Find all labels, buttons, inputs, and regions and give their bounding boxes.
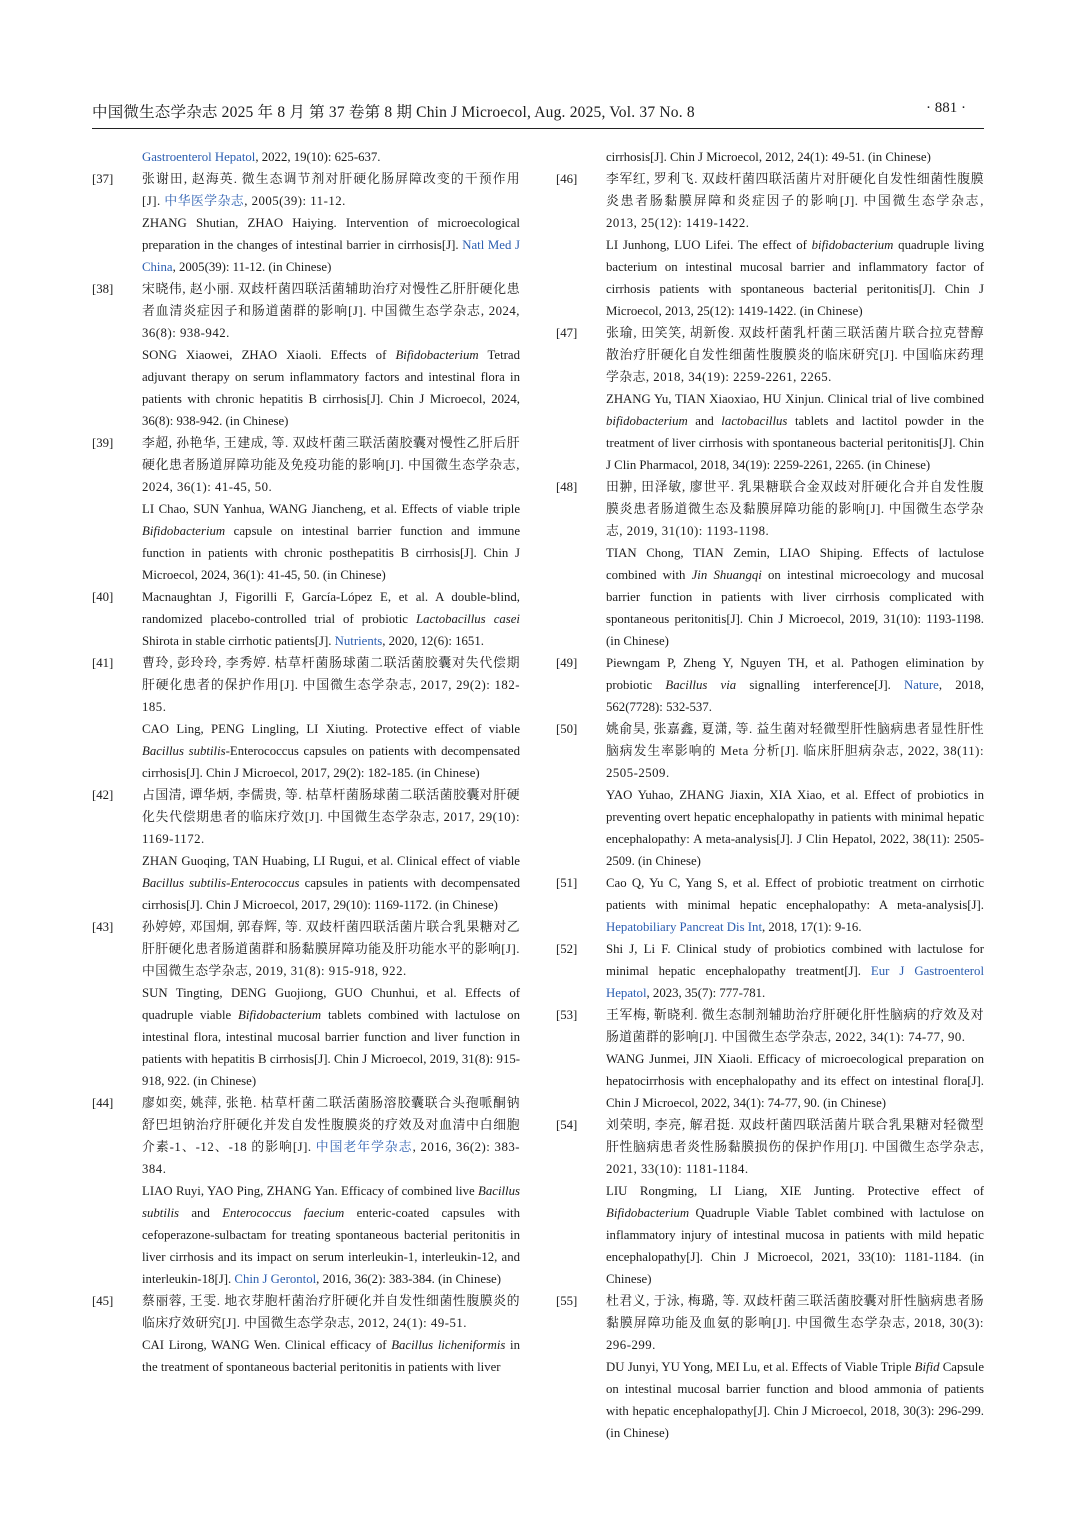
- reference-number: [55]: [556, 1294, 578, 1308]
- reference-44: [44] 廖如奕, 姚萍, 张艳. 枯草杆菌二联活菌肠溶胶囊联合头孢哌酮钠舒巴坦钠治疗肝硬化并发自发性腹膜炎的疗效及对血清中白细胞介素-1、-12、-18 的影响[J]. 中国老年学杂志, 2016, 36(2): 383-384. LIAO Ruyi, YAO Ping, ZHANG Yan. Efficacy of combined live Bacillus subtilis and Enterococcus faecium enteric-coated capsules with cefoperazone-sulbactam for treating spontaneous bacterial peritonitis in liver cirrhosis and its impact on serum interleukin-1, interleukin-12, and interleukin-18[J]. Chin J Gerontol, 2016, 36(2): 383-384. (in Chinese): [92, 1092, 520, 1290]
- reference-55: [55] 杜君义, 于泳, 梅璐, 等. 双歧杆菌三联活菌胶囊对肝性脑病患者肠黏膜屏障功能及血氨的影响[J]. 中国微生态学杂志, 2018, 30(3): 296-299. DU Junyi, YU Yong, MEI Lu, et al. Effects of Viable Triple Bifid Capsule on intestinal mucosal barrier function and blood ammonia of patients with hepatic encephalopathy[J]. Chin J Microecol, 2018, 30(3): 296-299. (in Chinese): [556, 1290, 984, 1444]
- reference-number: [52]: [556, 942, 578, 956]
- reference-37: [37] 张谢田, 赵海英. 微生态调节剂对肝硬化肠屏障改变的干预作用[J]. 中华医学杂志, 2005(39): 11-12. ZHANG Shutian, ZHAO Haiying. Intervention of microecological preparation in the changes of intestinal barrier in cirrhosis[J]. Natl Med J China, 2005(39): 11-12. (in Chinese): [92, 168, 520, 278]
- reference-number: [45]: [92, 1294, 114, 1308]
- journal-link[interactable]: Gastroenterol Hepatol: [142, 150, 256, 164]
- reference-49: [49] Piewngam P, Zheng Y, Nguyen TH, et al. Pathogen elimination by probiotic Bacillus via signalling interference[J]. Nature, 2018, 562(7728): 532-537.: [556, 652, 984, 718]
- reference-number: [46]: [556, 172, 578, 186]
- reference-42: [42] 占国清, 谭华炳, 李儒贵, 等. 枯草杆菌肠球菌二联活菌胶囊对肝硬化失代偿期患者的临床疗效[J]. 中国微生态学杂志, 2017, 29(10): 1169-1172. ZHAN Guoqing, TAN Huabing, LI Rugui, et al. Clinical effect of viable Bacillus subtilis-Enterococcus capsules in patients with decompensated cirrhosis[J]. Chin J Microecol, 2017, 29(10): 1169-1172. (in Chinese): [92, 784, 520, 916]
- journal-issue-line: 中国微生态学杂志 2025 年 8 月 第 37 卷第 8 期 Chin J Microecol, Aug. 2025, Vol. 37 No. 8: [92, 104, 695, 121]
- reference-number: [41]: [92, 656, 114, 670]
- reference-41: [41] 曹玲, 彭玲玲, 李秀婷. 枯草杆菌肠球菌二联活菌胶囊对失代偿期肝硬化患者的保护作用[J]. 中国微生态学杂志, 2017, 29(2): 182-185. CAO Ling, PENG Lingling, LI Xiuting. Protective effect of viable Bacillus subtilis-Enterococcus capsules on patients with decompensated cirrhosis[J]. Chin J Microecol, 2017, 29(2): 182-185. (in Chinese): [92, 652, 520, 784]
- reference-number: [49]: [556, 656, 578, 670]
- journal-link[interactable]: 中国老年学杂志: [315, 1140, 413, 1154]
- journal-link[interactable]: Nutrients: [334, 634, 383, 648]
- reference-number: [43]: [92, 920, 114, 934]
- reference-number: [44]: [92, 1096, 114, 1110]
- reference-48: [48] 田翀, 田泽敏, 廖世平. 乳果糖联合金双歧对肝硬化合并自发性腹膜炎患者肠道微生态及黏膜屏障功能的影响[J]. 中国微生态学杂志, 2019, 31(10): 1193-1198. TIAN Chong, TIAN Zemin, LIAO Shiping. Effects of lactulose combined with Jin Shuangqi on intestinal microecology and mucosal barrier function in patients with liver cirrhosis complicated with spontaneous peritonitis[J]. Chin J Microecol, 2019, 31(10): 1193-1198. (in Chinese): [556, 476, 984, 652]
- reference-39: [39] 李超, 孙艳华, 王建成, 等. 双歧杆菌三联活菌胶囊对慢性乙肝后肝硬化患者肠道屏障功能及免疫功能的影响[J]. 中国微生态学杂志, 2024, 36(1): 41-45, 50. LI Chao, SUN Yanhua, WANG Jiancheng, et al. Effects of viable triple Bifidobacterium capsule on intestinal barrier function and immune function in patients with chronic posthepatitis B cirrhosis[J]. Chin J Microecol, 2024, 36(1): 41-45, 50. (in Chinese): [92, 432, 520, 586]
- reference-51: [51] Cao Q, Yu C, Yang S, et al. Effect of probiotic treatment on cirrhotic patients with minimal hepatic encephalopathy: A meta-analysis[J]. Hepatobiliary Pancreat Dis Int, 2018, 17(1): 9-16.: [556, 872, 984, 938]
- reference-column-right: [556, 146, 984, 1444]
- reference-number: [42]: [92, 788, 114, 802]
- journal-link[interactable]: Natl Med J China: [142, 238, 521, 274]
- running-header: [92, 100, 984, 129]
- reference-54: [54] 刘荣明, 李亮, 解君挺. 双歧杆菌四联活菌片联合乳果糖对轻微型肝性脑病患者炎性肠黏膜损伤的保护作用[J]. 中国微生态学杂志, 2021, 33(10): 1181-1184. LIU Rongming, LI Liang, XIE Junting. Protective effect of Bifidobacterium Quadruple Viable Tablet combined with lactulose on inflammatory injury of intestinal mucosa in patients with mild hepatic encephalopathy[J]. Chin J Microecol, 2021, 33(10): 1181-1184. (in Chinese): [556, 1114, 984, 1290]
- reference-50: [50] 姚俞昊, 张嘉鑫, 夏潇, 等. 益生菌对轻微型肝性脑病患者显性肝性脑病发生率影响的 Meta 分析[J]. 临床肝胆病杂志, 2022, 38(11): 2505-2509. YAO Yuhao, ZHANG Jiaxin, XIA Xiao, et al. Effect of probiotics in preventing overt hepatic encephalopathy in patients with minimal hepatic encephalopathy: A meta-analysis[J]. J Clin Hepatol, 2022, 38(11): 2505-2509. (in Chinese): [556, 718, 984, 872]
- reference-number: [53]: [556, 1008, 578, 1022]
- reference-continuation: Gastroenterol Hepatol, 2022, 19(10): 625-637.: [142, 150, 381, 164]
- reference-number: [51]: [556, 876, 578, 890]
- reference-46: [46] 李军红, 罗利飞. 双歧杆菌四联活菌片对肝硬化自发性细菌性腹膜炎患者肠黏膜屏障和炎症因子的影响[J]. 中国微生态学杂志, 2013, 25(12): 1419-1422. LI Junhong, LUO Lifei. The effect of bifidobacterium quadruple living bacterium on intestinal mucosal barrier and inflammatory factor of cirrhosis patients with spontaneous bacterial peritonitis[J]. Chin J Microecol, 2013, 25(12): 1419-1422. (in Chinese): [556, 168, 984, 322]
- reference-number: [38]: [92, 282, 114, 296]
- reference-number: [40]: [92, 590, 114, 604]
- journal-link[interactable]: Nature: [903, 678, 939, 692]
- reference-number: [47]: [556, 326, 578, 340]
- reference-number: [48]: [556, 480, 578, 494]
- journal-link[interactable]: Hepatobiliary Pancreat Dis Int: [606, 920, 762, 934]
- reference-number: [50]: [556, 722, 578, 736]
- reference-40: [40] Macnaughtan J, Figorilli F, García-López E, et al. A double-blind, randomized placebo-controlled trial of probiotic Lactobacillus casei Shirota in stable cirrhotic patients[J]. Nutrients, 2020, 12(6): 1651.: [92, 586, 520, 652]
- reference-53: [53] 王军梅, 靳晓利. 微生态制剂辅助治疗肝硬化肝性脑病的疗效及对肠道菌群的影响[J]. 中国微生态学杂志, 2022, 34(1): 74-77, 90. WANG Junmei, JIN Xiaoli. Efficacy of microecological preparation on hepatocirrhosis with encephalopathy and its effect on intestinal flora[J]. Chin J Microecol, 2022, 34(1): 74-77, 90. (in Chinese): [556, 1004, 984, 1114]
- reference-47: [47] 张瑜, 田笑笑, 胡新俊. 双歧杆菌乳杆菌三联活菌片联合拉克替醇散治疗肝硬化自发性细菌性腹膜炎的临床研究[J]. 中国临床药理学杂志, 2018, 34(19): 2259-2261, 2265. ZHANG Yu, TIAN Xiaoxiao, HU Xinjun. Clinical trial of live combined bifidobacterium and lactobacillus tablets and lactitol powder in the treatment of liver cirrhosis with spontaneous bacterial peritonitis[J]. Chin J Clin Pharmacol, 2018, 34(19): 2259-2261, 2265. (in Chinese): [556, 322, 984, 476]
- journal-link[interactable]: Eur J Gastroenterol Hepatol: [606, 964, 984, 1000]
- journal-link[interactable]: Chin J Gerontol: [234, 1272, 317, 1286]
- journal-link[interactable]: 中华医学杂志: [164, 194, 245, 208]
- reference-45: [45] 蔡丽蓉, 王雯. 地衣芽胞杆菌治疗肝硬化并自发性细菌性腹膜炎的临床疗效研究[J]. 中国微生态学杂志, 2012, 24(1): 49-51. CAI Lirong, WANG Wen. Clinical efficacy of Bacillus licheniformis in the treatment of spontaneous bacterial peritonitis in patients with liver: [92, 1290, 520, 1378]
- page-number: · 881 ·: [926, 100, 966, 116]
- reference-continuation: cirrhosis[J]. Chin J Microecol, 2012, 24(1): 49-51. (in Chinese): [606, 150, 931, 164]
- reference-43: [43] 孙婷婷, 邓国炯, 郭春辉, 等. 双歧杆菌四联活菌片联合乳果糖对乙肝肝硬化患者肠道菌群和肠黏膜屏障功能及肝功能水平的影响[J]. 中国微生态学杂志, 2019, 31(8): 915-918, 922. SUN Tingting, DENG Guojiong, GUO Chunhui, et al. Effects of quadruple viable Bifidobacterium tablets combined with lactulose on intestinal flora, intestinal mucosal barrier function and liver function in patients with hepatitis B cirrhosis[J]. Chin J Microecol, 2019, 31(8): 915-918, 922. (in Chinese): [92, 916, 520, 1092]
- reference-38: [38] 宋晓伟, 赵小丽. 双歧杆菌四联活菌辅助治疗对慢性乙肝肝硬化患者血清炎症因子和肠道菌群的影响[J]. 中国微生态学杂志, 2024, 36(8): 938-942. SONG Xiaowei, ZHAO Xiaoli. Effects of Bifidobacterium Tetrad adjuvant therapy on serum inflammatory factors and intestinal flora in patients with chronic hepatitis B cirrhosis[J]. Chin J Microecol, 2024, 36(8): 938-942. (in Chinese): [92, 278, 520, 432]
- reference-number: [37]: [92, 172, 114, 186]
- reference-number: [54]: [556, 1118, 578, 1132]
- reference-number: [39]: [92, 436, 114, 450]
- reference-column-left: [92, 146, 520, 1378]
- reference-52: [52] Shi J, Li F. Clinical study of probiotics combined with lactulose for minimal hepatic encephalopathy treatment[J]. Eur J Gastroenterol Hepatol, 2023, 35(7): 777-781.: [556, 938, 984, 1004]
